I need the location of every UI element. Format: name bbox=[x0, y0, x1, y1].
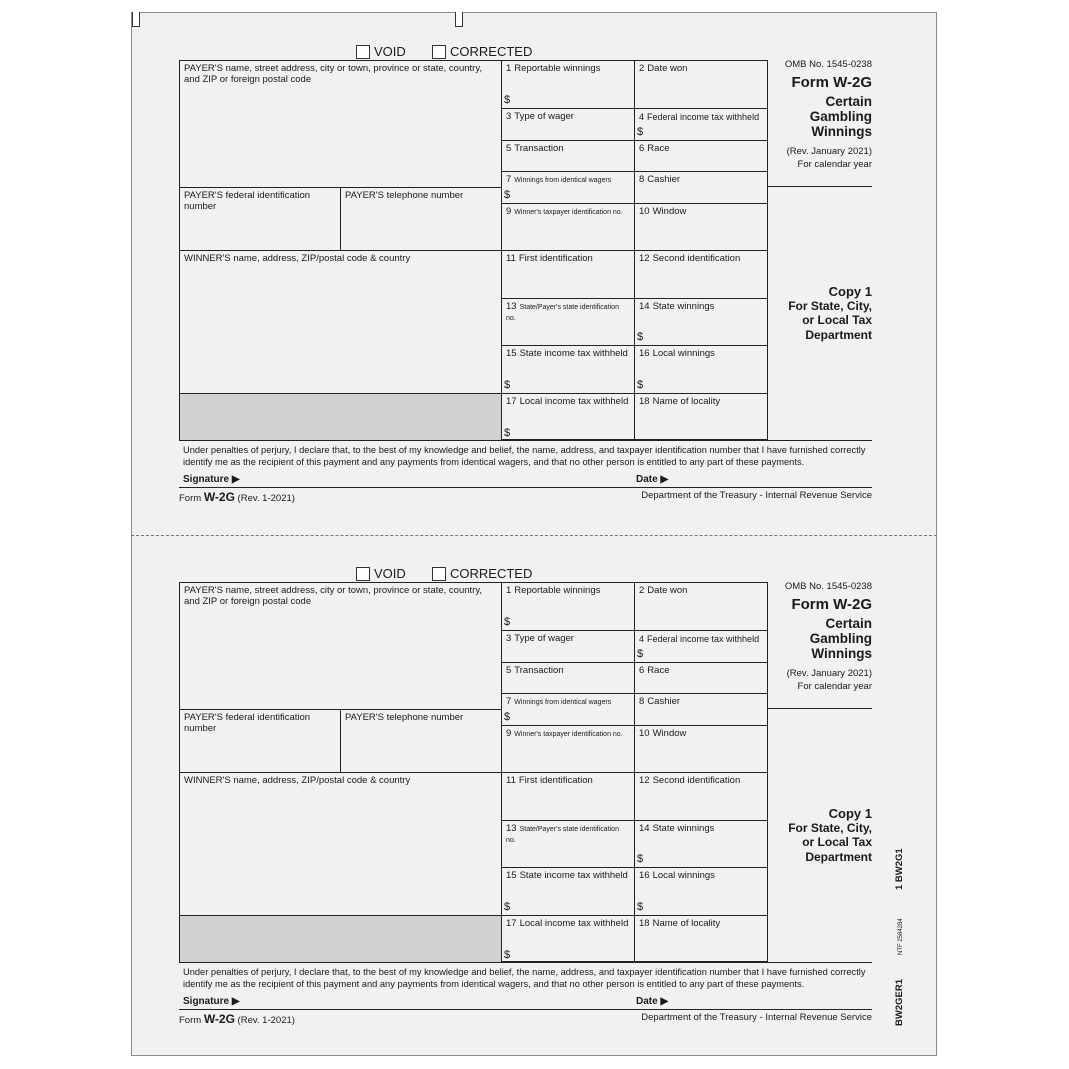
copy-line: Department bbox=[805, 849, 872, 864]
box-label: Name of locality bbox=[652, 918, 721, 929]
box-number: 7 bbox=[506, 174, 512, 185]
signature-label[interactable]: Signature ▶ bbox=[183, 996, 240, 1007]
winner-name-label: WINNER'S name, address, ZIP/postal code & country bbox=[184, 775, 411, 786]
box-label: Window bbox=[652, 728, 687, 739]
box-number: 13 bbox=[506, 823, 517, 834]
box-number: 14 bbox=[639, 823, 650, 834]
void-checkbox[interactable] bbox=[356, 566, 406, 581]
box-number: 14 bbox=[639, 301, 650, 312]
box-16-local-winnings[interactable] bbox=[635, 346, 768, 394]
footer-department: Department of the Treasury - Internal Revenue Service bbox=[641, 1012, 872, 1023]
box-15-state-tax-withheld[interactable] bbox=[502, 868, 635, 916]
box-number: 16 bbox=[639, 348, 650, 359]
box-label: Winnings from identical wagers bbox=[514, 177, 612, 184]
box-number: 9 bbox=[506, 206, 512, 217]
box-6-race[interactable] bbox=[635, 141, 768, 172]
box-13-state-id[interactable] bbox=[502, 821, 635, 868]
dollar-sign: $ bbox=[504, 901, 511, 914]
divider bbox=[768, 708, 872, 709]
box-number: 8 bbox=[639, 174, 645, 185]
footer-rev: (Rev. 1-2021) bbox=[237, 493, 295, 504]
side-code-bw2g1: 1 BW2G1 bbox=[894, 848, 905, 890]
box-5-transaction[interactable] bbox=[502, 141, 635, 172]
title-line: Winnings bbox=[811, 124, 872, 140]
copy-line: For State, City, bbox=[788, 299, 872, 314]
box-3-type-of-wager[interactable] bbox=[502, 109, 635, 141]
box-number: 11 bbox=[506, 253, 516, 264]
perjury-statement: Under penalties of perjury, I declare that, to the best of my knowledge and belief, the name, address, and taxpayer identification number that I have furnished correctly identify me as the recipient of this payment and any payments from identical wagers, and that no other person is entitled to any part of these payments. bbox=[179, 962, 872, 1010]
box-label: First identification bbox=[518, 775, 593, 786]
payer-phone-label: PAYER'S telephone number bbox=[345, 712, 464, 723]
box-label: Race bbox=[647, 665, 670, 676]
copy-line: or Local Tax bbox=[802, 313, 872, 328]
void-checkbox[interactable] bbox=[356, 44, 406, 59]
box-number: 5 bbox=[506, 665, 512, 676]
payer-phone-field[interactable] bbox=[341, 188, 502, 251]
footer-form: Form bbox=[179, 493, 202, 504]
void-label: VOID bbox=[374, 44, 406, 59]
box-number: 4 bbox=[639, 634, 645, 644]
winner-name-field[interactable] bbox=[180, 251, 502, 394]
side-code-ntf: NTF 2584284 bbox=[898, 918, 904, 955]
box-label: Race bbox=[647, 143, 670, 154]
dollar-sign: $ bbox=[504, 949, 511, 962]
payer-fed-id-label: PAYER'S federal identification number bbox=[184, 190, 311, 212]
copy-line: For State, City, bbox=[788, 821, 872, 836]
box-number: 2 bbox=[639, 63, 645, 74]
box-number: 15 bbox=[506, 348, 517, 359]
box-9-winner-tin[interactable] bbox=[502, 204, 635, 251]
box-number: 17 bbox=[506, 918, 517, 929]
box-12-second-id[interactable] bbox=[635, 251, 768, 299]
box-number: 16 bbox=[639, 870, 650, 881]
calendar-year-label: For calendar year bbox=[797, 159, 872, 170]
perjury-statement: Under penalties of perjury, I declare that, to the best of my knowledge and belief, the name, address, and taxpayer identification number that I have furnished correctly identify me as the recipient of this payment and any payments from identical wagers, and that no other person is entitled to any part of these payments. bbox=[179, 440, 872, 488]
dollar-sign: $ bbox=[504, 427, 511, 440]
copy-title: Copy 1 bbox=[828, 806, 872, 821]
void-label: VOID bbox=[374, 566, 406, 581]
dollar-sign: $ bbox=[504, 616, 511, 629]
box-number: 17 bbox=[506, 396, 517, 407]
box-label: Winnings from identical wagers bbox=[514, 699, 612, 706]
revision-date: (Rev. January 2021) bbox=[786, 668, 872, 679]
form-grid bbox=[179, 60, 768, 440]
box-17-local-tax-withheld[interactable] bbox=[502, 916, 635, 963]
box-number: 10 bbox=[639, 206, 650, 217]
box-11-first-id[interactable] bbox=[502, 251, 635, 299]
box-label: State/Payer's state identification no. bbox=[506, 826, 619, 844]
box-number: 10 bbox=[639, 728, 650, 739]
box-1-reportable-winnings[interactable] bbox=[502, 583, 635, 631]
box-number: 3 bbox=[506, 633, 512, 644]
payer-fed-id-field[interactable] bbox=[180, 710, 341, 773]
box-number: 18 bbox=[639, 396, 650, 407]
box-label: Local income tax withheld bbox=[519, 918, 629, 929]
payer-fed-id-field[interactable] bbox=[180, 188, 341, 251]
winner-name-field[interactable] bbox=[180, 773, 502, 916]
box-5-transaction[interactable] bbox=[502, 663, 635, 694]
box-13-state-id[interactable] bbox=[502, 299, 635, 346]
box-label: Transaction bbox=[514, 143, 564, 154]
signature-label[interactable]: Signature ▶ bbox=[183, 474, 240, 485]
box-label: Reportable winnings bbox=[514, 585, 601, 596]
box-15-state-tax-withheld[interactable] bbox=[502, 346, 635, 394]
box-label: Cashier bbox=[647, 174, 681, 185]
shaded-area bbox=[180, 916, 502, 963]
box-label: Second identification bbox=[652, 253, 741, 264]
box-label: First identification bbox=[518, 253, 593, 264]
box-label: Type of wager bbox=[514, 111, 574, 122]
checkbox-box[interactable] bbox=[356, 567, 370, 581]
form-title bbox=[770, 94, 872, 139]
box-number: 3 bbox=[506, 111, 512, 122]
box-9-winner-tin[interactable] bbox=[502, 726, 635, 773]
box-label: State winnings bbox=[652, 823, 715, 834]
box-number: 12 bbox=[639, 253, 650, 264]
copy-designation bbox=[770, 284, 872, 342]
date-label[interactable]: Date ▶ bbox=[636, 996, 669, 1007]
copy-title: Copy 1 bbox=[828, 284, 872, 299]
box-number: 1 bbox=[506, 585, 512, 596]
dollar-sign: $ bbox=[637, 901, 644, 914]
footer-form-name: W-2G bbox=[203, 490, 235, 504]
box-8-cashier[interactable] bbox=[635, 172, 768, 204]
box-label: Cashier bbox=[647, 696, 681, 707]
box-label: Date won bbox=[647, 585, 688, 596]
box-10-window[interactable] bbox=[635, 726, 768, 773]
box-number: 1 bbox=[506, 63, 512, 74]
payer-fed-id-label: PAYER'S federal identification number bbox=[184, 712, 311, 734]
title-line: Gambling bbox=[809, 109, 872, 125]
payer-name-field[interactable] bbox=[180, 61, 502, 188]
form-grid bbox=[179, 582, 768, 962]
title-line: Certain bbox=[825, 616, 872, 631]
corrected-label: CORRECTED bbox=[450, 566, 533, 581]
checkbox-box[interactable] bbox=[432, 45, 446, 59]
box-label: Winner's taxpayer identification no. bbox=[514, 209, 623, 216]
box-number: 9 bbox=[506, 728, 512, 739]
box-2-date-won[interactable] bbox=[635, 61, 768, 109]
box-label: Local income tax withheld bbox=[519, 396, 629, 407]
box-6-race[interactable] bbox=[635, 663, 768, 694]
footer-form-id bbox=[179, 1012, 295, 1026]
footer-form-name: W-2G bbox=[203, 1012, 235, 1026]
box-3-type-of-wager[interactable] bbox=[502, 631, 635, 663]
copy-line: or Local Tax bbox=[802, 835, 872, 850]
payer-phone-label: PAYER'S telephone number bbox=[345, 190, 464, 201]
box-7-identical-wagers[interactable] bbox=[502, 694, 635, 726]
box-label: Reportable winnings bbox=[514, 63, 601, 74]
date-label[interactable]: Date ▶ bbox=[636, 474, 669, 485]
dollar-sign: $ bbox=[637, 853, 644, 866]
shaded-area bbox=[180, 394, 502, 441]
box-18-locality[interactable] bbox=[635, 394, 768, 441]
revision-date: (Rev. January 2021) bbox=[786, 146, 872, 157]
box-number: 15 bbox=[506, 870, 517, 881]
omb-number: OMB No. 1545-0238 bbox=[784, 581, 872, 592]
footer-form: Form bbox=[179, 1015, 202, 1026]
box-label: Local winnings bbox=[652, 870, 715, 881]
box-2-date-won[interactable] bbox=[635, 583, 768, 631]
footer-form-id bbox=[179, 490, 295, 504]
box-number: 18 bbox=[639, 918, 650, 929]
checkbox-box[interactable] bbox=[432, 567, 446, 581]
box-12-second-id[interactable] bbox=[635, 773, 768, 821]
dollar-sign: $ bbox=[504, 189, 511, 202]
box-17-local-tax-withheld[interactable] bbox=[502, 394, 635, 441]
form-name: Form W-2G bbox=[791, 74, 872, 91]
box-16-local-winnings[interactable] bbox=[635, 868, 768, 916]
box-label: Federal income tax withheld bbox=[647, 112, 760, 122]
box-10-window[interactable] bbox=[635, 204, 768, 251]
box-label: Date won bbox=[647, 63, 688, 74]
calendar-year-label: For calendar year bbox=[797, 681, 872, 692]
title-line: Certain bbox=[825, 94, 872, 109]
box-number: 7 bbox=[506, 696, 512, 707]
payer-phone-field[interactable] bbox=[341, 710, 502, 773]
form-title bbox=[770, 616, 872, 661]
payer-name-label: PAYER'S name, street address, city or town, province or state, country, and ZIP or foreign postal code bbox=[184, 585, 483, 607]
box-label: State income tax withheld bbox=[519, 348, 628, 359]
corrected-label: CORRECTED bbox=[450, 44, 533, 59]
checkbox-box[interactable] bbox=[356, 45, 370, 59]
box-14-state-winnings[interactable] bbox=[635, 821, 768, 868]
box-8-cashier[interactable] bbox=[635, 694, 768, 726]
divider bbox=[768, 186, 872, 187]
box-number: 6 bbox=[639, 665, 645, 676]
payer-name-field[interactable] bbox=[180, 583, 502, 710]
box-7-identical-wagers[interactable] bbox=[502, 172, 635, 204]
payer-name-label: PAYER'S name, street address, city or town, province or state, country, and ZIP or foreign postal code bbox=[184, 63, 483, 85]
form-copy-bottom bbox=[0, 534, 1069, 1034]
box-14-state-winnings[interactable] bbox=[635, 299, 768, 346]
corrected-checkbox[interactable] bbox=[432, 566, 532, 581]
box-number: 6 bbox=[639, 143, 645, 154]
box-number: 11 bbox=[506, 775, 516, 786]
form-copy-top bbox=[0, 12, 1069, 512]
form-name: Form W-2G bbox=[791, 596, 872, 613]
box-number: 13 bbox=[506, 301, 517, 312]
box-4-federal-tax-withheld[interactable] bbox=[635, 109, 768, 141]
box-18-locality[interactable] bbox=[635, 916, 768, 963]
box-number: 8 bbox=[639, 696, 645, 707]
dollar-sign: $ bbox=[637, 331, 644, 344]
title-line: Winnings bbox=[811, 646, 872, 662]
box-1-reportable-winnings[interactable] bbox=[502, 61, 635, 109]
box-label: State/Payer's state identification no. bbox=[506, 304, 619, 322]
side-code-bw2ger1: BW2GER1 bbox=[894, 979, 905, 1026]
winner-name-label: WINNER'S name, address, ZIP/postal code & country bbox=[184, 253, 411, 264]
box-label: Local winnings bbox=[652, 348, 715, 359]
box-label: Federal income tax withheld bbox=[647, 634, 760, 644]
title-line: Gambling bbox=[809, 631, 872, 647]
dollar-sign: $ bbox=[504, 379, 511, 392]
corrected-checkbox[interactable] bbox=[432, 44, 532, 59]
omb-number: OMB No. 1545-0238 bbox=[784, 59, 872, 70]
box-label: Second identification bbox=[652, 775, 741, 786]
box-4-federal-tax-withheld[interactable] bbox=[635, 631, 768, 663]
dollar-sign: $ bbox=[504, 711, 511, 724]
box-11-first-id[interactable] bbox=[502, 773, 635, 821]
box-label: Type of wager bbox=[514, 633, 574, 644]
footer-rev: (Rev. 1-2021) bbox=[237, 1015, 295, 1026]
box-number: 12 bbox=[639, 775, 650, 786]
box-label: Name of locality bbox=[652, 396, 721, 407]
box-number: 2 bbox=[639, 585, 645, 596]
dollar-sign: $ bbox=[637, 126, 644, 139]
box-label: State income tax withheld bbox=[519, 870, 628, 881]
dollar-sign: $ bbox=[637, 648, 644, 661]
footer-department: Department of the Treasury - Internal Revenue Service bbox=[641, 490, 872, 501]
copy-designation bbox=[770, 806, 872, 864]
box-number: 5 bbox=[506, 143, 512, 154]
box-number: 4 bbox=[639, 112, 645, 122]
box-label: Winner's taxpayer identification no. bbox=[514, 731, 623, 738]
box-label: Transaction bbox=[514, 665, 564, 676]
box-label: State winnings bbox=[652, 301, 715, 312]
dollar-sign: $ bbox=[637, 379, 644, 392]
box-label: Window bbox=[652, 206, 687, 217]
copy-line: Department bbox=[805, 327, 872, 342]
dollar-sign: $ bbox=[504, 94, 511, 107]
